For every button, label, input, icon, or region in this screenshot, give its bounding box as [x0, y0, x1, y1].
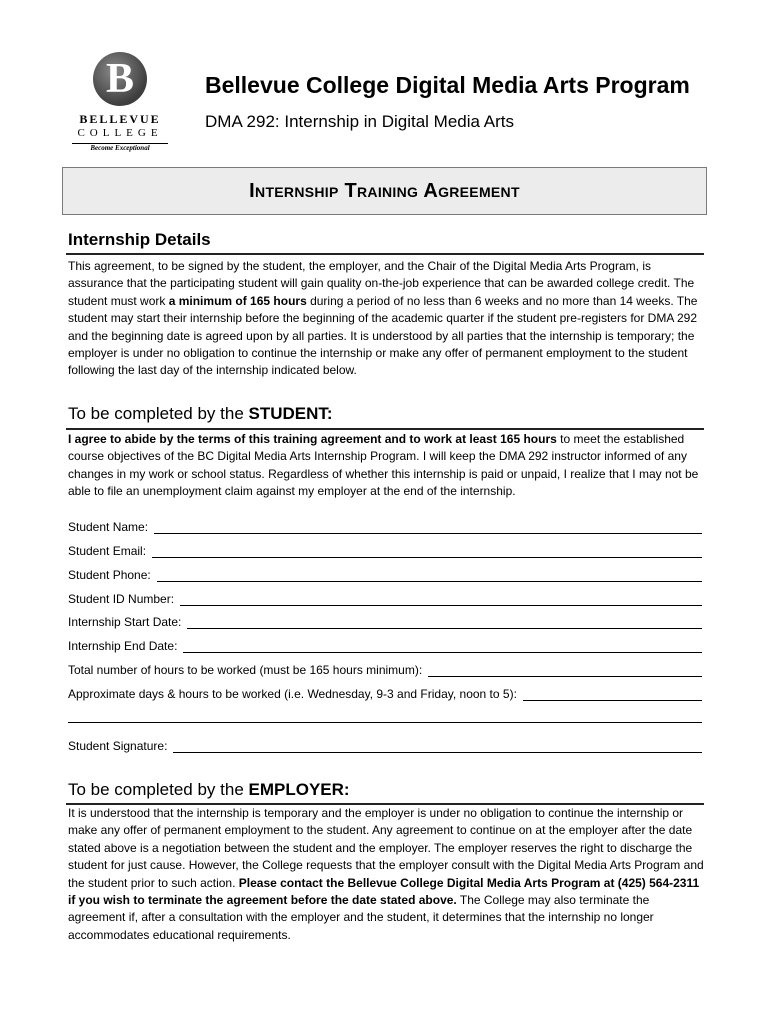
details-heading: Internship Details	[68, 230, 211, 249]
student-name-field[interactable]: Student Name:	[68, 518, 702, 534]
student-phone-field[interactable]: Student Phone:	[68, 566, 702, 582]
total-hours-field[interactable]: Total number of hours to be worked (must be 165 hours minimum):	[68, 661, 702, 677]
student-rule	[66, 428, 704, 430]
employer-heading: To be completed by the EMPLOYER:	[68, 780, 350, 799]
work-schedule-input[interactable]	[523, 688, 702, 701]
student-signature-field[interactable]: Student Signature:	[68, 737, 702, 753]
student-email-input[interactable]	[152, 545, 702, 558]
work-schedule-field[interactable]: Approximate days & hours to be worked (i.e. Wednesday, 9-3 and Friday, noon to 5):	[68, 685, 702, 701]
agreement-title: Internship Training Agreement	[249, 179, 520, 202]
course-title: DMA 292: Internship in Digital Media Arts	[205, 112, 514, 131]
details-paragraph: This agreement, to be signed by the student, the employer, and the Chair of the Digital Media Arts Program, is assurance that the participating student will gain quality on-the-job experience that can be awarded college credit. The student must work a minimum of 165 hours during a period of no less than 6 weeks and no more than 14 weeks. The student may start their internship before the beginning of the academic quarter if the student pre-registers for DMA 292 and the beginning date is agreed upon by all parties. It is understood by all parties that the internship is temporary; the employer is under no obligation to continue the internship or make any offer of permanent employment to the student following the last day of the internship indicated below.	[68, 259, 698, 378]
college-logo	[68, 52, 172, 152]
student-signature-input[interactable]	[173, 740, 702, 753]
employer-paragraph: It is understood that the internship is temporary and the employer is under no obligation to continue the internship or make any offer of permanent employment to the student. Any agreement to continue on at the employer after the date stated above is a negotiation between the student and the employer. The employer reserves the right to discharge the student for just cause. However, the College requests that the employer consult with the Digital Media Arts Program and the student prior to such action. Please contact the Bellevue College Digital Media Arts Program at (425) 564-2311 if you wish to terminate the agreement before the date stated above. The College may also terminate the agreement if, after a consultation with the employer and the student, it determines that the internship no longer accommodates educational requirements.	[68, 806, 704, 942]
agreement-title-banner	[62, 167, 707, 215]
end-date-input[interactable]	[183, 640, 702, 653]
logo-tagline: Become Exceptional	[90, 144, 150, 152]
student-id-input[interactable]	[180, 593, 702, 606]
logo-wordmark-top: BELLEVUE	[79, 112, 161, 126]
details-rule	[66, 253, 704, 255]
work-schedule-continuation-line[interactable]	[68, 722, 702, 723]
student-email-field[interactable]: Student Email:	[68, 542, 702, 558]
end-date-field[interactable]: Internship End Date:	[68, 637, 702, 653]
total-hours-input[interactable]	[428, 664, 702, 677]
program-title: Bellevue College Digital Media Arts Program	[205, 72, 690, 98]
student-name-input[interactable]	[154, 521, 702, 534]
student-phone-input[interactable]	[157, 569, 702, 582]
student-id-field[interactable]: Student ID Number:	[68, 590, 702, 606]
start-date-input[interactable]	[187, 616, 702, 629]
start-date-field[interactable]: Internship Start Date:	[68, 613, 702, 629]
logo-emblem: B	[93, 52, 147, 106]
student-paragraph: I agree to abide by the terms of this training agreement and to work at least 165 hours to meet the established course objectives of the BC Digital Media Arts Internship Program. I will keep the DMA 292 instructor informed of any changes in my work or school status. Regardless of whether this internship is paid or unpaid, I realize that I may not be able to file an unemployment claim against my employer at the end of the internship.	[68, 432, 699, 499]
logo-wordmark-bottom: COLLEGE	[77, 127, 163, 139]
student-heading: To be completed by the STUDENT:	[68, 404, 333, 423]
